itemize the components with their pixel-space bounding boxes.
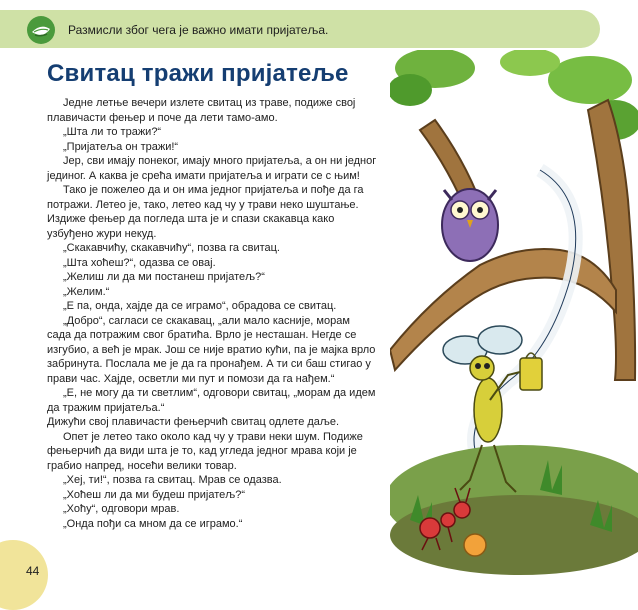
story-paragraph: „Хеј, ти!“, позва га свитац. Мрав се одазва. — [63, 474, 282, 486]
story-paragraph: „Е, не могу да ти светлим“, одговори свитац, „морам да идем да тражим пријатеља.“ — [47, 387, 376, 414]
story-paragraph: „Желим.“ — [63, 285, 110, 298]
ground — [390, 445, 638, 575]
story-paragraph: „Желиш ли да ми постанеш пријатељ?“ — [63, 271, 265, 283]
story-paragraph: Дижући свој плавичасти фењерчић свитац одлете даље. — [47, 416, 340, 428]
story-paragraph: Опет је летео тако около кад чу у трави неки шум. Подиже фењерчић да види шта је то, кад угледа једног мрава који је грабио напред, носећи велики товар. — [47, 430, 363, 472]
page-number-badge — [0, 540, 48, 610]
instruction-text: Размисли због чега је важно имати пријатеља. — [68, 23, 329, 37]
story-paragraph: „Е па, онда, хајде да се играмо“, обрадова се свитац. — [63, 300, 337, 312]
story-text — [47, 96, 377, 531]
story-paragraph: Једне летње вечери излете свитац из траве, подиже свој плавичасти фењер и поче да лети тамо-амо. — [47, 97, 356, 124]
story-paragraph: „Шта хоћеш?“, одазва се овај. — [63, 256, 216, 269]
story-paragraph: „Онда пођи са мном да се играмо.“ — [63, 517, 243, 530]
page-title: Свитац тражи пријатеље — [47, 60, 349, 87]
story-paragraph: „Пријатеља он тражи!“ — [63, 140, 179, 153]
story-paragraph: „Хоћу“, одговори мрав. — [63, 503, 180, 515]
story-paragraph: „Хоћеш ли да ми будеш пријатељ?“ — [63, 488, 246, 501]
story-paragraph: „Скакавчићу, скакавчићу“, позва га свитац. — [63, 242, 280, 254]
story-paragraph: „Добро“, сагласи се скакавац, „али мало касније, морам сада да потражим свог братића. Врло је несташан. Негде се изгубио, а већ је мрак. Још се није вратио кући, па је мајка врло забринута. Послала ме је да га пронађем. А ти си баш стигао у прави час. Хајде, осветли ми пут и помози да га нађем.“ — [47, 314, 376, 385]
page-number: 44 — [26, 564, 40, 578]
owl-illustration — [442, 189, 498, 261]
story-paragraph: „Шта ли то тражи?“ — [63, 126, 162, 138]
book-leaf-icon — [26, 15, 56, 45]
header-bar — [0, 0, 638, 50]
story-paragraph: Тако је пожелео да и он има једног пријатеља и пође да га потражи. Летео је, тако, летео кад чу у трави неко шуштање. Издиже фењер да погледа шта је и спази скакавца како узбуђено жури некуд. — [47, 184, 364, 240]
story-illustration — [390, 50, 638, 598]
story-paragraph: Јер, сви имају понеког, имају много пријатеља, а он ни једног јединог. А каква је срећа имати пријатеља и играти се с њим! — [47, 155, 377, 182]
